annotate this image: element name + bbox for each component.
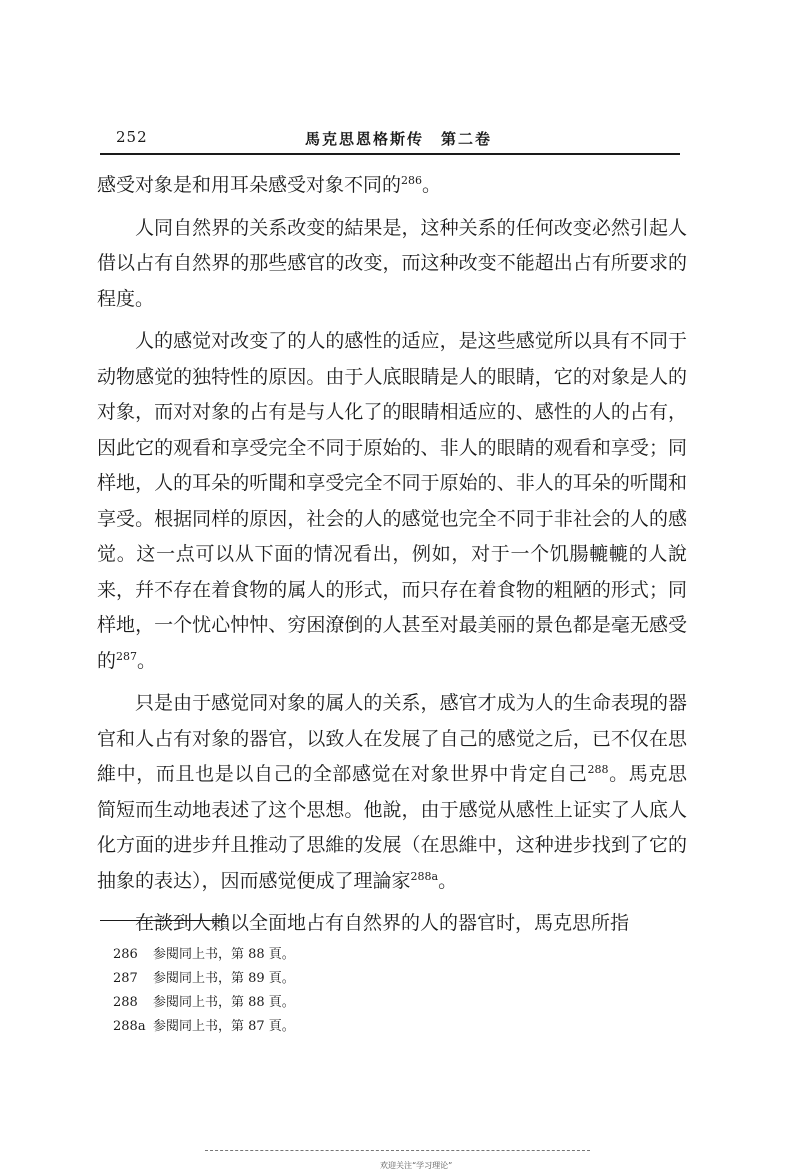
text-run: 人的感觉对改变了的人的感性的适应，是这些感觉所以具有不同于动物感觉的独特性的原因。由于人底眼睛是人的眼睛，它的对象是人的对象，而对对象的占有是与人化了的眼睛相适应的、感性的人的占有，因此它的观看和享受完全不同于原始的、非人的眼睛的观看和享受；同样地，人的耳朵的听聞和享受完全不同于原始的、非人的耳朵的听聞和享受。根据同样的原因，社会的人的感觉也完全不同于非社会的人的感觉。这一点可以从下面的情况看出，例如，对于一个饥腸轆轆的人說来，幷不存在着食物的属人的形式，而只存在着食物的粗陋的形式；同样地，一个忧心忡忡、穷困潦倒的人甚至对最美丽的景色都是毫无感受的: [97, 330, 687, 672]
footnotes: [113, 943, 613, 1039]
footnote-number: 287: [113, 971, 138, 986]
page-header: [100, 128, 680, 152]
footnote-item: [113, 1015, 613, 1039]
footnote-ref[interactable]: 287: [116, 649, 138, 663]
text-run: 感受对象是和用耳朵感受对象不同的: [97, 174, 402, 196]
paragraph: [97, 211, 687, 318]
header-rule: [100, 153, 680, 155]
footnote-text: 参閱同上书，第 88 頁。: [153, 995, 295, 1010]
text-run: 只是由于感觉同对象的属人的关系，感官才成为人的生命表現的器官和人占有对象的器官，以致人在发展了自己的感觉之后，已不仅在思維中，而且也是以自己的全部感觉在对象世界中肯定自己: [97, 692, 687, 785]
scan-edge-line: [205, 1150, 590, 1151]
footnote-divider: [100, 920, 225, 921]
paragraph: [97, 168, 687, 204]
body-text: [97, 168, 687, 949]
running-title: 馬克思恩格斯传 第二卷: [305, 130, 493, 148]
footnote-item: [113, 991, 613, 1015]
paragraph: [97, 906, 687, 942]
text-run: 。馬克思简短而生动地表述了这个思想。他說，由于感觉从感性上证实了人底人化方面的进步幷且推动了思維的发展（在思維中，这种进步找到了它的抽象的表达），因而感觉便成了理論家: [97, 763, 687, 892]
footnote-text: 参閱同上书，第 87 頁。: [153, 1019, 295, 1034]
footnote-text: 参閱同上书，第 89 頁。: [153, 971, 295, 986]
footnote-number: 286: [113, 947, 138, 962]
footnote-item: [113, 967, 613, 991]
footnote-number: 288: [113, 995, 138, 1010]
footnote-ref[interactable]: 288a: [410, 869, 439, 883]
paragraph: [97, 324, 687, 679]
footnote-ref[interactable]: 288: [587, 763, 609, 776]
footnote-ref[interactable]: 286: [401, 174, 423, 187]
paragraph: [97, 686, 687, 899]
footnote-item: [113, 943, 613, 967]
text-run: 在談到人賴以全面地占有自然界的人的器官时，馬克思所指: [135, 912, 630, 934]
text-run: 。: [438, 869, 458, 892]
text-run: 。: [137, 649, 157, 672]
footnote-text: 参閱同上书，第 88 頁。: [153, 947, 295, 962]
text-run: 人同自然界的关系改变的結果是，这种关系的任何改变必然引起人借以占有自然界的那些感官的改变，而这种改变不能超出占有所要求的程度。: [97, 216, 687, 310]
bottom-watermark: 欢迎关注“学习理论”: [380, 1161, 453, 1170]
page-number: 252: [116, 128, 148, 146]
text-run: 。: [422, 174, 442, 196]
footnote-number: 288a: [113, 1019, 146, 1034]
